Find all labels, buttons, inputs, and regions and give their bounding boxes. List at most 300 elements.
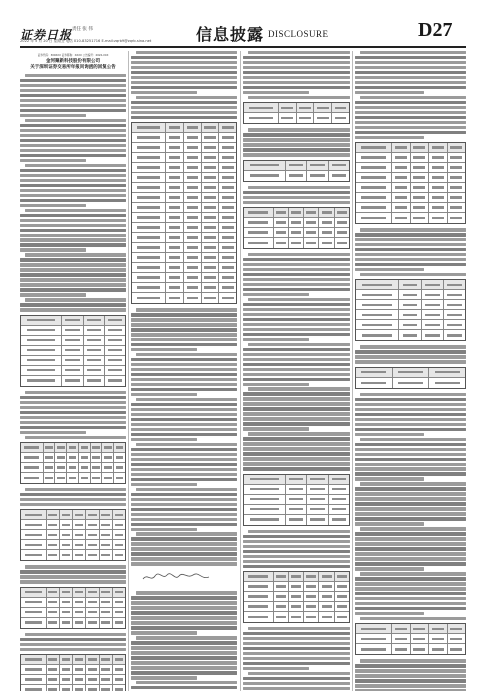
body-text-block xyxy=(20,565,126,583)
table-cell xyxy=(132,163,166,172)
table-cell xyxy=(102,463,114,472)
table-cell xyxy=(429,368,465,377)
text-line xyxy=(355,350,466,353)
text-line xyxy=(243,268,350,271)
table-cell xyxy=(335,612,349,622)
table-cell xyxy=(86,530,99,539)
table-cell xyxy=(184,173,202,182)
text-line xyxy=(355,131,466,134)
table-cell xyxy=(21,316,62,325)
body-text-block xyxy=(355,51,466,139)
text-line xyxy=(355,577,466,580)
text-line xyxy=(355,355,466,358)
table-cell xyxy=(21,520,47,529)
text-line xyxy=(243,293,309,296)
text-line xyxy=(131,651,237,654)
text-line xyxy=(131,408,237,411)
table-cell xyxy=(86,598,99,607)
table-cell xyxy=(73,540,86,549)
text-line xyxy=(131,363,237,366)
table-cell xyxy=(132,123,166,132)
table-cell xyxy=(289,238,304,248)
table-row xyxy=(356,330,465,340)
table-cell xyxy=(84,346,105,355)
table-cell xyxy=(47,655,60,664)
table-row xyxy=(132,213,236,223)
text-line xyxy=(243,263,350,266)
text-line xyxy=(243,647,350,650)
text-line xyxy=(355,497,466,500)
text-line xyxy=(355,243,466,246)
table-header-row xyxy=(21,655,125,665)
text-line xyxy=(20,234,126,237)
text-line xyxy=(20,219,126,222)
column-3 xyxy=(243,51,350,691)
table-row xyxy=(132,283,236,293)
table-cell xyxy=(335,592,349,601)
table-cell xyxy=(86,618,99,628)
table-cell xyxy=(219,133,236,142)
text-line xyxy=(20,169,126,172)
text-line xyxy=(355,487,466,490)
table-cell xyxy=(307,505,328,514)
text-line xyxy=(131,676,197,679)
table-cell xyxy=(219,193,236,202)
text-line xyxy=(20,184,126,187)
text-line xyxy=(20,503,126,506)
table-cell xyxy=(21,473,44,483)
data-table xyxy=(131,122,237,304)
table-row xyxy=(21,530,125,540)
table-cell xyxy=(67,443,79,452)
newspaper-logo: 证券日报 xyxy=(20,28,73,42)
text-line xyxy=(355,664,466,667)
text-line xyxy=(243,196,350,199)
text-line xyxy=(355,76,466,79)
table-cell xyxy=(304,592,319,601)
data-table xyxy=(243,160,350,182)
table-row xyxy=(21,685,125,691)
text-line xyxy=(243,71,350,74)
table-cell xyxy=(304,228,319,237)
table-cell xyxy=(286,475,307,484)
table-cell xyxy=(21,655,47,664)
table-cell xyxy=(244,228,274,237)
table-cell xyxy=(307,485,328,494)
data-table xyxy=(20,442,126,484)
table-header-row xyxy=(244,161,349,171)
announcement-title: 关于深圳证券交易所年报问询函的回复公告 xyxy=(30,65,116,70)
text-line xyxy=(25,633,126,636)
table-cell xyxy=(244,582,274,591)
table-cell xyxy=(62,366,83,375)
table-row xyxy=(132,153,236,163)
column-divider xyxy=(128,51,129,691)
text-line xyxy=(360,51,466,54)
table-cell xyxy=(329,171,349,181)
text-line xyxy=(131,318,237,321)
table-cell xyxy=(448,624,466,633)
text-line xyxy=(243,555,350,558)
table-cell xyxy=(448,173,466,182)
text-line xyxy=(243,191,350,194)
table-cell xyxy=(166,233,184,242)
text-line xyxy=(243,338,309,341)
text-line xyxy=(243,201,350,204)
table-cell xyxy=(244,495,286,504)
table-cell xyxy=(219,223,236,232)
table-row xyxy=(21,376,125,386)
text-line xyxy=(25,164,126,167)
text-line xyxy=(355,477,424,480)
table-cell xyxy=(411,183,430,192)
table-row xyxy=(244,113,349,123)
table-cell xyxy=(21,463,44,472)
table-cell xyxy=(219,273,236,282)
text-line xyxy=(243,363,350,366)
table-cell xyxy=(21,453,44,462)
table-row xyxy=(356,644,465,654)
text-line xyxy=(20,308,126,311)
text-line xyxy=(243,447,350,450)
text-line xyxy=(355,238,466,241)
data-table xyxy=(243,102,350,124)
body-text-block xyxy=(243,253,350,471)
table-cell xyxy=(244,208,274,217)
text-line xyxy=(131,552,237,555)
text-line xyxy=(131,513,237,516)
text-line xyxy=(355,582,466,585)
text-line xyxy=(360,393,466,396)
table-cell xyxy=(166,153,184,162)
data-table xyxy=(20,654,126,691)
text-line xyxy=(355,413,466,416)
table-cell xyxy=(166,183,184,192)
text-line xyxy=(243,56,350,59)
text-line xyxy=(131,557,237,560)
text-line xyxy=(136,443,237,446)
column-divider xyxy=(240,51,241,691)
text-line xyxy=(355,423,466,426)
table-cell xyxy=(274,592,289,601)
table-header-row xyxy=(356,368,465,378)
text-line xyxy=(243,437,350,440)
text-line xyxy=(243,303,350,306)
text-line xyxy=(20,89,126,92)
table-cell xyxy=(100,618,113,628)
table-cell xyxy=(422,330,444,340)
text-line xyxy=(131,498,237,501)
table-cell xyxy=(113,598,125,607)
table-cell xyxy=(132,263,166,272)
table-cell xyxy=(304,572,319,581)
table-cell xyxy=(184,253,202,262)
table-cell xyxy=(113,675,125,684)
table-cell xyxy=(73,618,86,628)
table-row xyxy=(21,550,125,560)
table-cell xyxy=(100,608,113,617)
table-cell xyxy=(79,443,91,452)
table-cell xyxy=(448,143,466,152)
text-line xyxy=(243,392,350,395)
table-cell xyxy=(329,161,349,170)
text-line xyxy=(131,378,237,381)
table-cell xyxy=(84,376,105,386)
table-cell xyxy=(356,300,399,309)
table-cell xyxy=(274,218,289,227)
data-table xyxy=(355,279,466,341)
table-cell xyxy=(392,203,411,212)
table-cell xyxy=(356,280,399,289)
table-row xyxy=(244,582,349,592)
table-cell xyxy=(356,310,399,319)
table-cell xyxy=(184,163,202,172)
table-row xyxy=(21,366,125,376)
text-line xyxy=(20,159,86,162)
table-cell xyxy=(286,495,307,504)
table-cell xyxy=(114,443,125,452)
text-line xyxy=(131,61,237,64)
text-line xyxy=(248,672,350,675)
text-line xyxy=(20,426,126,429)
text-line xyxy=(20,498,126,501)
table-cell xyxy=(429,378,465,388)
table-cell xyxy=(21,665,47,674)
table-row xyxy=(244,238,349,248)
table-cell xyxy=(202,213,220,222)
text-line xyxy=(355,398,466,401)
table-cell xyxy=(244,218,274,227)
body-text-block xyxy=(243,530,350,568)
text-line xyxy=(355,443,466,446)
table-row xyxy=(356,173,465,183)
table-cell xyxy=(184,213,202,222)
table-cell xyxy=(60,510,73,519)
table-row xyxy=(356,183,465,193)
table-row xyxy=(356,310,465,320)
text-line xyxy=(136,398,237,401)
table-cell xyxy=(100,510,113,519)
column-divider xyxy=(352,51,353,691)
table-header-row xyxy=(244,572,349,582)
text-line xyxy=(131,453,237,456)
table-cell xyxy=(356,634,392,643)
table-cell xyxy=(184,193,202,202)
text-line xyxy=(243,397,350,400)
table-cell xyxy=(329,485,349,494)
text-line xyxy=(20,493,126,496)
text-line xyxy=(243,632,350,635)
table-cell xyxy=(289,218,304,227)
text-line xyxy=(131,348,197,351)
text-line xyxy=(355,111,466,114)
table-row xyxy=(132,133,236,143)
text-line xyxy=(355,607,466,610)
text-line xyxy=(360,482,466,485)
table-cell xyxy=(202,273,220,282)
table-cell xyxy=(289,612,304,622)
table-row xyxy=(132,223,236,233)
table-cell xyxy=(47,540,60,549)
text-line xyxy=(20,643,126,646)
text-line xyxy=(360,617,466,620)
table-cell xyxy=(411,213,430,223)
table-cell xyxy=(219,163,236,172)
text-line xyxy=(243,667,309,670)
table-cell xyxy=(166,143,184,152)
header-rule xyxy=(20,46,466,48)
table-cell xyxy=(411,634,430,643)
text-line xyxy=(131,56,237,59)
text-line xyxy=(131,328,237,331)
table-cell xyxy=(202,133,220,142)
text-line xyxy=(243,358,350,361)
table-cell xyxy=(448,163,466,172)
table-cell xyxy=(91,473,103,483)
text-line xyxy=(25,253,126,256)
table-cell xyxy=(21,685,47,691)
text-line xyxy=(243,313,350,316)
data-table xyxy=(243,207,350,249)
text-line xyxy=(355,522,424,525)
table-cell xyxy=(356,203,392,212)
text-line xyxy=(243,288,350,291)
text-line xyxy=(355,557,466,560)
table-cell xyxy=(448,644,466,654)
table-cell xyxy=(86,588,99,597)
text-line xyxy=(20,94,126,97)
table-cell xyxy=(202,253,220,262)
table-cell xyxy=(86,685,99,691)
table-cell xyxy=(47,608,60,617)
text-line xyxy=(243,283,350,286)
table-row xyxy=(132,143,236,153)
table-cell xyxy=(202,283,220,292)
table-cell xyxy=(100,655,113,664)
text-line xyxy=(243,86,350,89)
text-line xyxy=(20,283,126,286)
table-cell xyxy=(297,103,315,112)
table-header-row xyxy=(244,475,349,485)
table-cell xyxy=(422,320,444,329)
text-line xyxy=(131,383,237,386)
table-cell xyxy=(244,515,286,525)
announcement-header xyxy=(20,53,126,71)
table-cell xyxy=(73,588,86,597)
text-line xyxy=(131,562,237,565)
table-cell xyxy=(91,463,103,472)
table-cell xyxy=(100,540,113,549)
table-cell xyxy=(244,505,286,514)
table-cell xyxy=(166,293,184,303)
text-line xyxy=(131,388,237,391)
table-cell xyxy=(184,283,202,292)
table-cell xyxy=(47,685,60,691)
text-line xyxy=(20,134,126,137)
text-line xyxy=(131,473,237,476)
text-line xyxy=(131,483,197,486)
table-row xyxy=(21,326,125,336)
text-line xyxy=(20,149,126,152)
table-cell xyxy=(429,634,448,643)
table-cell xyxy=(166,213,184,222)
text-line xyxy=(131,646,237,649)
text-line xyxy=(20,84,126,87)
table-cell xyxy=(356,624,392,633)
section-title-english: DISCLOSURE xyxy=(268,29,329,39)
text-line xyxy=(131,358,237,361)
table-cell xyxy=(67,453,79,462)
table-header-row xyxy=(356,280,465,290)
column-2 xyxy=(131,51,237,691)
text-line xyxy=(131,523,237,526)
table-cell xyxy=(274,602,289,611)
table-cell xyxy=(62,356,83,365)
text-line xyxy=(20,638,126,641)
table-cell xyxy=(274,228,289,237)
table-cell xyxy=(411,153,430,162)
text-line xyxy=(243,642,350,645)
table-cell xyxy=(392,163,411,172)
text-line xyxy=(131,503,237,506)
table-cell xyxy=(44,463,56,472)
table-cell xyxy=(86,540,99,549)
table-row xyxy=(21,346,125,356)
table-row xyxy=(21,463,125,473)
table-cell xyxy=(202,233,220,242)
table-cell xyxy=(73,550,86,560)
table-cell xyxy=(132,253,166,262)
text-line xyxy=(243,328,350,331)
table-row xyxy=(356,378,465,388)
table-cell xyxy=(132,273,166,282)
text-line xyxy=(243,348,350,351)
body-text-block xyxy=(355,228,466,276)
table-cell xyxy=(335,238,349,248)
table-cell xyxy=(166,243,184,252)
table-cell xyxy=(55,463,67,472)
text-line xyxy=(131,393,197,396)
text-line xyxy=(20,243,126,246)
table-cell xyxy=(219,293,236,303)
text-line xyxy=(20,273,126,276)
table-cell xyxy=(84,366,105,375)
text-line xyxy=(243,153,350,156)
table-row xyxy=(244,228,349,238)
text-line xyxy=(355,408,466,411)
text-line xyxy=(355,537,466,540)
table-cell xyxy=(47,588,60,597)
table-row xyxy=(21,618,125,628)
table-row xyxy=(21,608,125,618)
table-cell xyxy=(73,510,86,519)
text-line xyxy=(131,493,237,496)
text-line xyxy=(355,492,466,495)
text-line xyxy=(243,402,350,405)
text-line xyxy=(131,106,237,109)
table-cell xyxy=(392,193,411,202)
table-cell xyxy=(304,582,319,591)
text-line xyxy=(355,458,466,461)
text-line xyxy=(355,547,466,550)
text-line xyxy=(248,298,350,301)
table-cell xyxy=(84,336,105,345)
table-row xyxy=(21,540,125,550)
table-cell xyxy=(448,203,466,212)
table-cell xyxy=(73,675,86,684)
table-cell xyxy=(132,283,166,292)
table-cell xyxy=(166,173,184,182)
